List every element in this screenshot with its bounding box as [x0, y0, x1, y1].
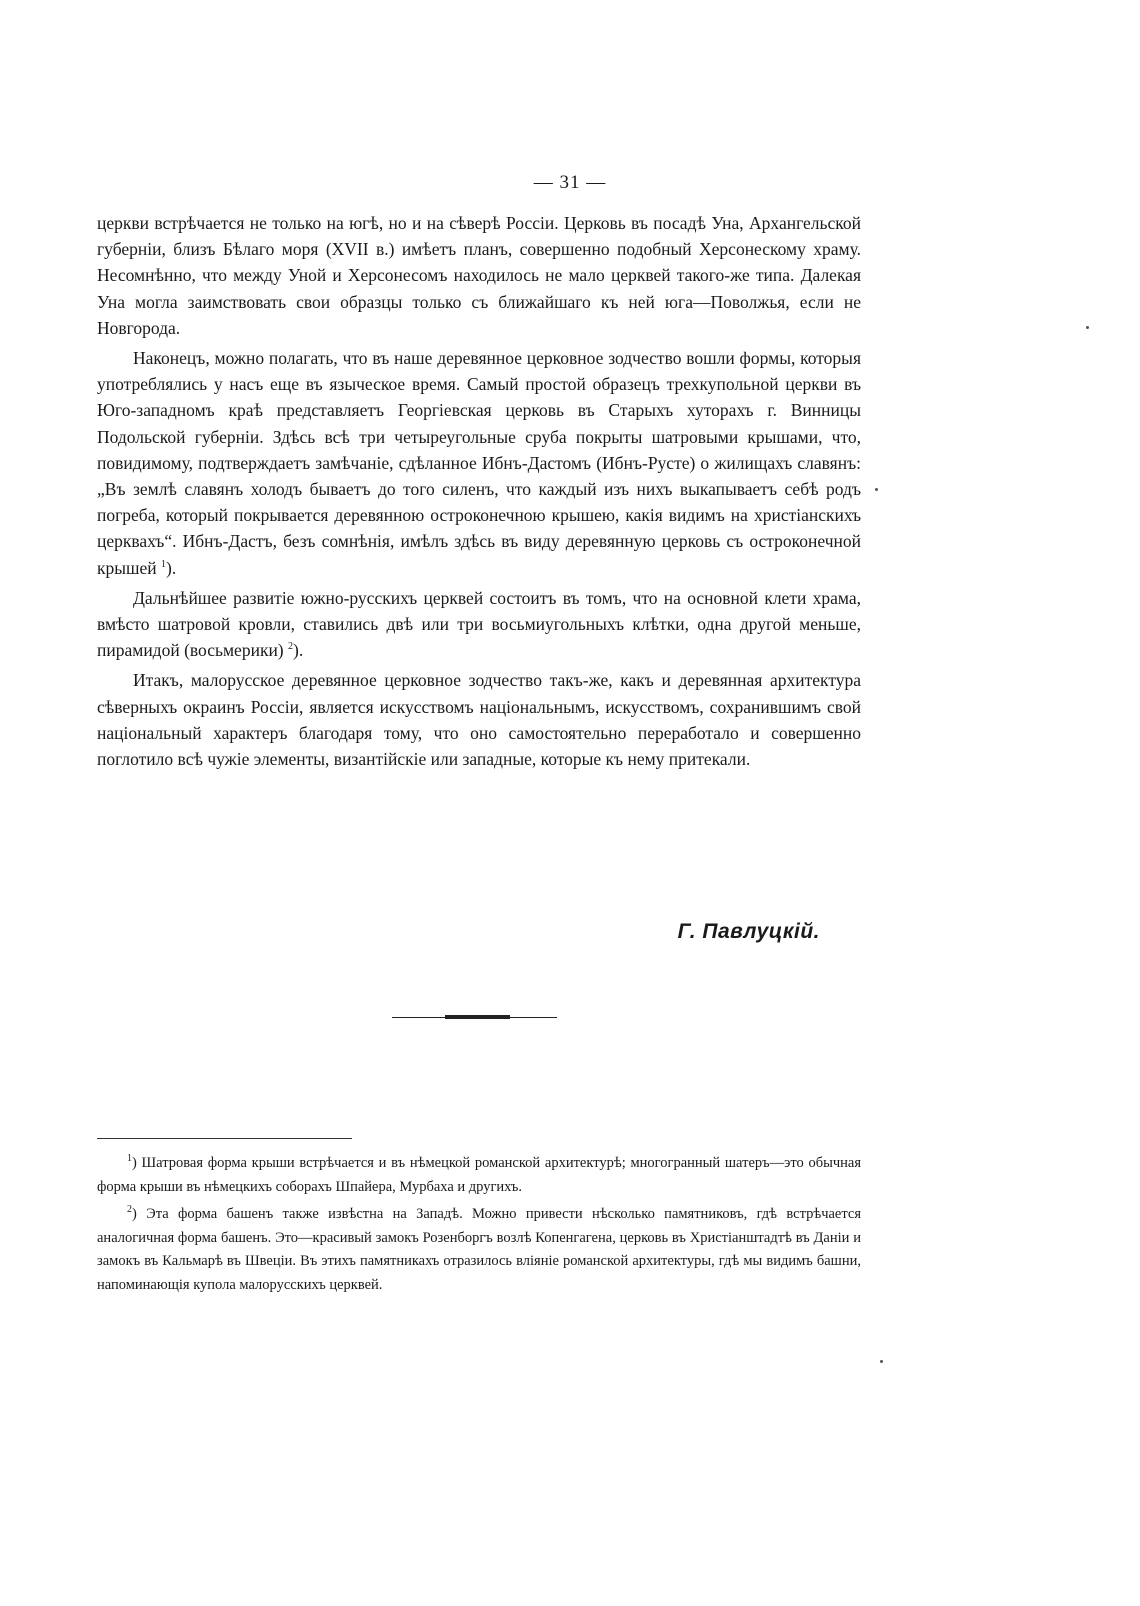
speck-mark — [880, 1360, 883, 1363]
footnote-2 — [97, 1203, 861, 1297]
author-signature: Г. Павлуцкій. — [677, 920, 820, 943]
footnote-ref-2[interactable]: 2 — [288, 641, 294, 653]
speck-mark — [875, 488, 878, 491]
footnote-ref-2-tail: ). — [293, 640, 304, 661]
speck-mark — [1086, 326, 1089, 329]
paragraph-3 — [97, 585, 861, 664]
footnote-ref-1[interactable]: 1 — [161, 558, 166, 570]
paragraph-2-text: Наконецъ, можно полагать, что въ наше деревянное церковное зодчество вошли формы, которыя употреблялись у насъ еще въ языческое время. Самый простой образецъ трехкупольной церкви въ Юго-западномъ краѣ представляетъ Георгіевская церковь въ Старыхъ хуторахъ г. Винницы Подольской губерніи. Здѣсь всѣ три четыреугольные сруба покрыты шатровыми крышами, что, повидимому, подтверждаетъ замѣчаніе, сдѣланное Ибнъ-Дастомъ (Ибнъ-Русте) о жилищахъ славянъ: „Въ землѣ славянъ холодъ бываетъ до того силенъ, что каждый изъ нихъ выкапываетъ себѣ родъ погреба, который покрывается деревянною остроконечною крышею, какія видимъ на христіанскихъ церквахъ“. Ибнъ-Дастъ, безъ сомнѣнія, имѣлъ здѣсь въ виду деревянную церковь съ остроконечной крышей — [97, 348, 861, 578]
footnote-2-text: ) Эта форма башенъ также извѣстна на Западѣ. Можно привести нѣсколько памятниковъ, гдѣ встрѣчается аналогичная форма башенъ. Это—красивый замокъ Розенборгъ возлѣ Копенгагена, церковь въ Христіанштадтѣ въ Даніи и замокъ въ Кальмарѣ въ Швеціи. Въ этихъ памятникахъ отразилось вліяніе романской архитектуры, гдѣ мы видимъ башни, напоминающія купола малорусскихъ церквей. — [97, 1206, 861, 1293]
footnote-divider — [97, 1138, 352, 1139]
footnote-1 — [97, 1152, 861, 1199]
main-text — [97, 210, 861, 776]
paragraph-4: Итакъ, малорусское деревянное церковное зодчество такъ-же, какъ и деревянная архитектура сѣверныхъ окраинъ Россіи, является искусствомъ національнымъ, искусствомъ, сохранившимъ свой національный характеръ благодаря тому, что оно самостоятельно переработало и совершенно поглотило всѣ чужіе элементы, византійскіе или западные, которые къ нему притекали. — [97, 670, 861, 770]
page-number: — 31 — — [533, 172, 607, 193]
paragraph-3-text: Дальнѣйшее развитіе южно-русскихъ церквей состоитъ въ томъ, что на основной клети храма, вмѣсто шатровой кровли, ставились двѣ или три восьмиугольныхъ клѣтки, одна другой меньше, пирамидой (восьмерики) — [97, 587, 861, 661]
footnote-2-mark: 2 — [127, 1204, 132, 1216]
end-divider-center — [445, 1015, 510, 1019]
footnote-1-text: ) Шатровая форма крыши встрѣчается и въ нѣмецкой романской архитектурѣ; многогранный шатеръ—это обычная форма крыши въ нѣмецкихъ соборахъ Шпайера, Мурбаха и другихъ. — [97, 1155, 861, 1195]
footnote-ref-1-tail: ). — [166, 557, 177, 578]
paragraph-2 — [97, 345, 861, 581]
footnote-1-mark: 1 — [127, 1153, 132, 1165]
paragraph-1: церкви встрѣчается не только на югѣ, но и на сѣверѣ Россіи. Церковь въ посадѣ Уна, Архангельской губерніи, близъ Бѣлаго моря (XVII в.) имѣетъ планъ, совершенно подобный Херсонескому храму. Несомнѣнно, что между Уной и Херсонесомъ находилось не мало церквей такого-же типа. Далекая Уна могла заимствовать свои образцы только съ ближайшаго къ ней юга—Поволжья, если не Новгорода. — [97, 213, 861, 338]
footnotes — [97, 1152, 861, 1301]
